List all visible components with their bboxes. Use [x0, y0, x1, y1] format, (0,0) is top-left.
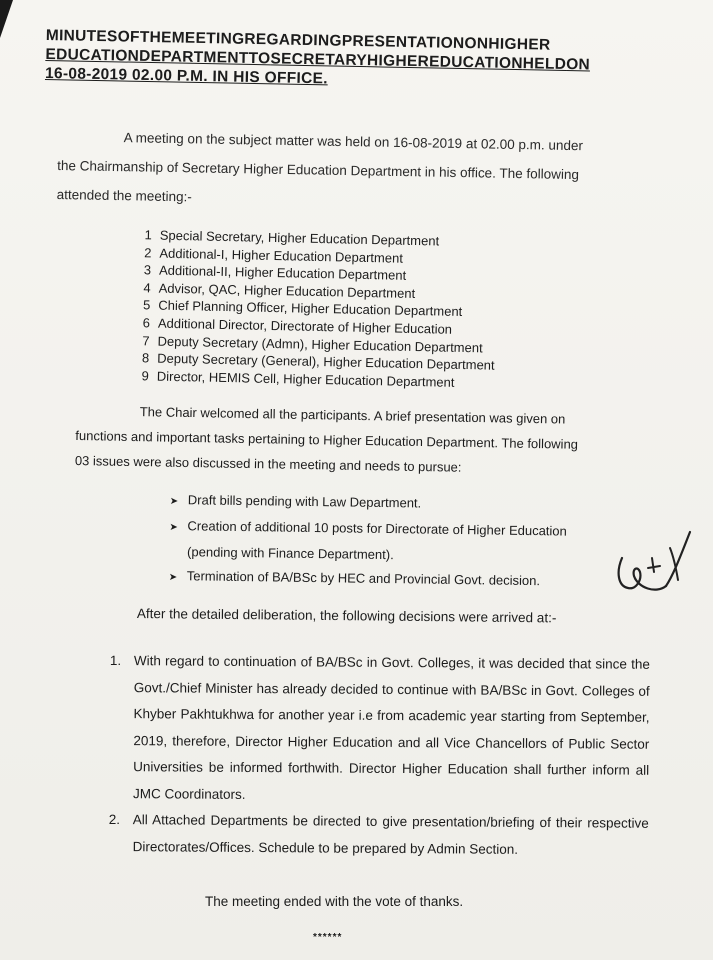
title-word: THE — [139, 28, 172, 47]
decisions-list — [109, 648, 650, 864]
attendee-name: Special Secretary, Higher Education Department — [159, 227, 440, 249]
attendee-number: 4 — [143, 280, 151, 296]
chair-line-2: functions and important tasks pertaining to Higher Education Department. The following — [75, 427, 579, 452]
decision-text: With regard to continuation of BA/BSc in Govt. Colleges, it was decided that since the Govt./Chief Minister has already decided to continue with BA/BSc in Govt. Colleges of Khyber Pakhtukhwa for another year i.e from academic year starting from September, 2019, therefore, Director Higher Education and all Vice Chancellors of Public Sector Universities be informed forthwith. Director Higher Education shall further inform all JMC Coordinators. — [132, 653, 650, 802]
decision-item — [109, 648, 650, 811]
title-word: HIGHER — [488, 35, 551, 54]
attendee-name: Additional Director, Directorate of Higher Education — [157, 315, 453, 337]
attendee-name: Advisor, QAC, Higher Education Department — [158, 280, 416, 301]
end-stars: ****** — [313, 932, 343, 943]
arrow-bullet-icon: ➤ — [169, 495, 179, 508]
document-title — [45, 26, 646, 95]
chair-paragraph — [75, 398, 642, 483]
intro-line-2: the Chairmanship of Secretary Higher Education Department in his office. The following — [57, 157, 580, 183]
issue-item — [169, 564, 629, 596]
decision-text: All Attached Departments be directed to give presentation/briefing of their respective Directorates/Offices. Schedule to be prepared by Admin Section. — [132, 812, 649, 857]
attendee-number: 3 — [143, 262, 152, 278]
title-word: EDUCATION — [45, 45, 140, 65]
intro-paragraph — [56, 122, 637, 219]
issue-text: Creation of additional 10 posts for Directorate of Higher Education — [187, 518, 567, 539]
attendee-name: Additional-II, Higher Education Department — [158, 262, 407, 283]
title-word: ON — [566, 55, 591, 74]
attendee-number: 1 — [144, 227, 152, 243]
arrow-bullet-icon: ➤ — [168, 571, 178, 584]
attendee-name: Chief Planning Officer, Higher Education Department — [158, 297, 463, 320]
intro-line-1: A meeting on the subject matter was held on 16-08-2019 at 02.00 p.m. under — [123, 130, 584, 154]
title-word: TO — [248, 49, 271, 68]
attendee-list — [127, 226, 510, 392]
title-date: 16-08-2019 02.00 P.M. IN HIS OFFICE. — [44, 64, 328, 88]
arrow-bullet-icon: ➤ — [169, 521, 178, 534]
attendee-number: 2 — [144, 244, 152, 261]
attendee-number: 9 — [141, 368, 150, 384]
intro-line-3: attended the meeting:- — [56, 186, 192, 205]
decision-number: 2. — [108, 811, 121, 828]
attendee-name: Director, HEMIS Cell, Higher Education Department — [156, 368, 455, 390]
deliberation-intro: After the detailed deliberation, the following decisions were arrived at:- — [136, 605, 557, 626]
title-word: MINUTES — [45, 26, 118, 46]
issues-list — [169, 488, 630, 596]
issue-text: Termination of BA/BSc by HEC and Provincial Govt. decision. — [186, 568, 541, 589]
closing-line: The meeting ended with the vote of thanks. — [205, 894, 464, 909]
title-word: ON — [464, 35, 489, 53]
title-word: HIGHER — [366, 52, 430, 71]
title-word: MEETING — [171, 29, 245, 48]
title-word: PRESENTATION — [341, 32, 465, 53]
title-word: EDUCATION — [428, 53, 523, 73]
issue-text-continued: (pending with Finance Department). — [187, 544, 394, 563]
issue-text: Draft bills pending with Law Department. — [187, 492, 422, 511]
title-word: OF — [117, 28, 140, 46]
title-word: REGARDING — [244, 30, 342, 50]
title-word: HELD — [522, 55, 567, 73]
attendee-number: 8 — [141, 350, 150, 366]
handwritten-signature — [612, 528, 702, 608]
attendee-number: 5 — [142, 297, 151, 313]
title-word: SECRETARY — [270, 50, 368, 70]
attendee-name: Deputy Secretary (General), Higher Education Department — [157, 350, 495, 373]
page-corner-mark — [0, 0, 14, 40]
chair-line-1: The Chair welcomed all the participants. A brief presentation was given on — [139, 404, 566, 427]
decision-number: 1. — [109, 652, 122, 669]
decision-item — [109, 807, 649, 864]
chair-line-3: 03 issues were also discussed in the meeting and needs to pursue: — [74, 452, 462, 475]
attendee-name: Deputy Secretary (Admn), Higher Education Department — [157, 333, 483, 355]
title-word: DEPARTMENT — [138, 47, 249, 67]
attendee-number: 7 — [142, 332, 150, 348]
attendee-name: Additional-I, Higher Education Department — [159, 245, 404, 266]
attendee-number: 6 — [142, 315, 151, 331]
